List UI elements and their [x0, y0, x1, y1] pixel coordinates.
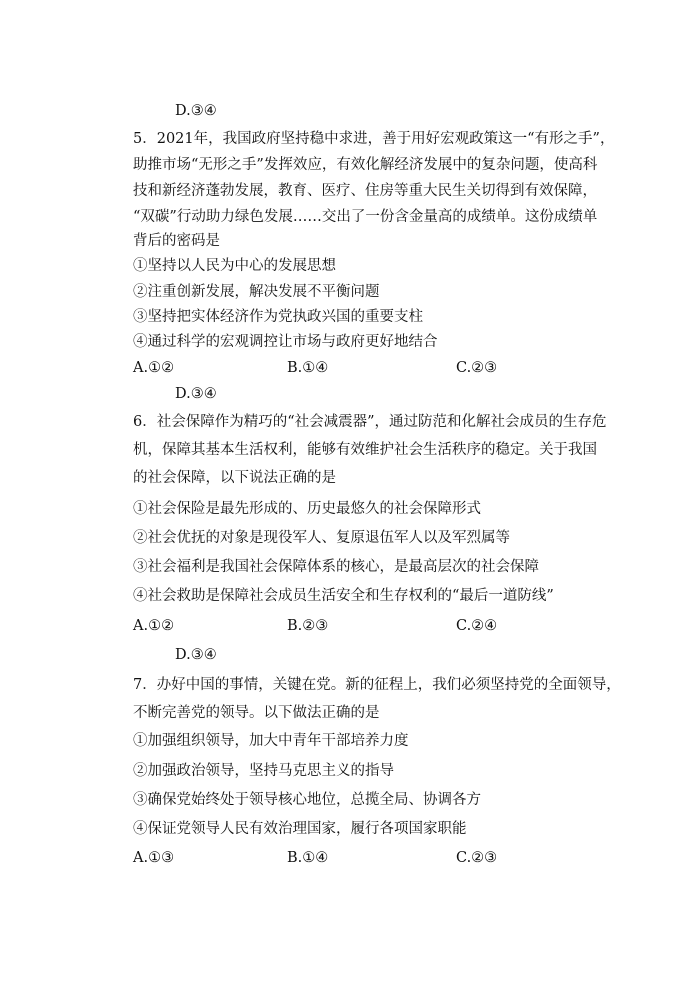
- question-5-stem-line-4: “双碳”行动助力绿色发展……交出了一份含金量高的成绩单。这份成绩单: [133, 209, 598, 225]
- question-5-stem-line-3: 技和新经济蓬勃发展，教育、医疗、住房等重大民生关切得到有效保障，: [133, 183, 597, 199]
- question-5-stem-line-5: 背后的密码是: [133, 233, 220, 249]
- question-6-option-4: ④社会救助是保障社会成员生活安全和生存权利的“最后一道防线”: [133, 588, 554, 604]
- question-6-stem-line-2: 机，保障其基本生活权利，能够有效维护社会生活秩序的稳定。关于我国: [133, 442, 597, 458]
- question-7-option-2: ②加强政治领导，坚持马克思主义的指导: [133, 763, 394, 779]
- question-5-choice-b: B.①④: [287, 360, 329, 376]
- question-5-option-2: ②注重创新发展，解决发展不平衡问题: [133, 284, 380, 300]
- prev-choice-d: D.③④: [175, 103, 217, 119]
- question-6-option-3: ③社会福利是我国社会保障体系的核心，是最高层次的社会保障: [133, 559, 539, 575]
- question-5-choice-d: D.③④: [175, 386, 217, 402]
- question-5-option-1: ①坚持以人民为中心的发展思想: [133, 258, 336, 274]
- question-6-choice-a: A.①②: [133, 618, 175, 634]
- question-5-option-3: ③坚持把实体经济作为党执政兴国的重要支柱: [133, 309, 423, 325]
- question-5-option-4: ④通过科学的宏观调控让市场与政府更好地结合: [133, 334, 438, 350]
- question-7-option-3: ③确保党始终处于领导核心地位，总揽全局、协调各方: [133, 792, 481, 808]
- question-7-choice-b: B.①④: [287, 850, 329, 866]
- question-7-choice-a: A.①③: [133, 850, 175, 866]
- question-5-stem-line-2: 助推市场“无形之手”发挥效应，有效化解经济发展中的复杂问题，使高科: [133, 157, 598, 173]
- question-6-option-1: ①社会保险是最先形成的、历史最悠久的社会保障形式: [133, 501, 481, 517]
- question-6-choice-d: D.③④: [175, 647, 217, 663]
- question-6-option-2: ②社会优抚的对象是现役军人、复原退伍军人以及军烈属等: [133, 530, 510, 546]
- question-7-choice-c: C.②③: [456, 850, 498, 866]
- question-6-stem-line-1: 6．社会保障作为精巧的“社会减震器”，通过防范和化解社会成员的生存危: [133, 414, 607, 430]
- question-6-stem-line-3: 的社会保障，以下说法正确的是: [133, 470, 336, 486]
- question-5-stem-line-1: 5．2021年，我国政府坚持稳中求进，善于用好宏观政策这一“有形之手”，: [133, 131, 615, 147]
- question-7-stem-line-1: 7．办好中国的事情，关键在党。新的征程上，我们必须坚持党的全面领导，: [133, 677, 621, 693]
- question-6-choice-b: B.②③: [287, 618, 329, 634]
- question-5-choice-a: A.①②: [133, 360, 175, 376]
- question-7-option-4: ④保证党领导人民有效治理国家，履行各项国家职能: [133, 821, 467, 837]
- question-5-choice-c: C.②③: [456, 360, 498, 376]
- question-6-choice-c: C.②④: [456, 618, 498, 634]
- question-7-option-1: ①加强组织领导，加大中青年干部培养力度: [133, 733, 409, 749]
- question-7-stem-line-2: 不断完善党的领导。以下做法正确的是: [133, 705, 380, 721]
